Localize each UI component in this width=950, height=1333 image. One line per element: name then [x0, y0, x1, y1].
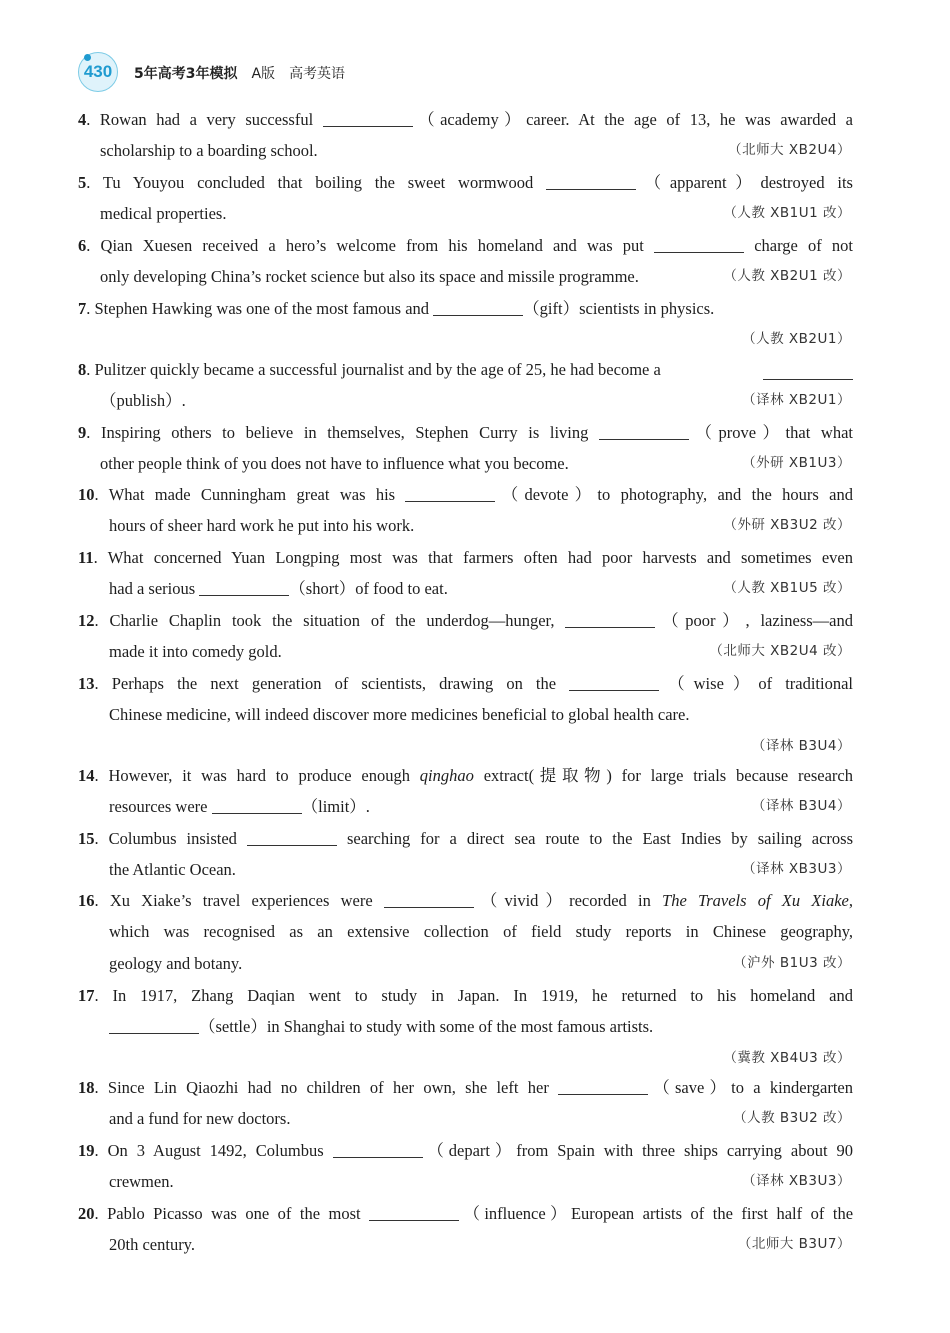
page-number-badge	[78, 52, 118, 92]
question-7: 7. Stephen Hawking was one of the most famous and （gift）scientists in physics. （人教 XB2U1）	[78, 293, 853, 356]
answer-blank[interactable]	[654, 233, 744, 253]
source-tag: （人教 XB2U1 改）	[723, 268, 851, 285]
source-tag: （译林 XB2U1）	[742, 392, 851, 409]
answer-blank[interactable]	[109, 1014, 199, 1034]
source-tag: （外研 XB1U3）	[742, 455, 851, 472]
source-tag: （人教 XB2U1）	[742, 331, 851, 348]
answer-blank[interactable]	[433, 296, 523, 316]
source-tag: （人教 XB1U1 改）	[723, 205, 851, 222]
source-tag: （冀教 XB4U3 改）	[723, 1049, 851, 1066]
answer-blank[interactable]	[763, 360, 853, 380]
series-name: 5年高考3年模拟	[134, 66, 238, 82]
source-tag: （外研 XB3U2 改）	[723, 517, 851, 534]
answer-blank[interactable]	[247, 826, 337, 846]
edition: A版	[251, 66, 276, 82]
question-17: 17. In 1917, Zhang Daqian went to study in Japan. In 1919, he returned to his homeland and （settle）in Shanghai to study with some of the most famous artists. （冀教 XB4U3 改）	[78, 980, 853, 1074]
answer-blank[interactable]	[546, 170, 636, 190]
source-tag: （人教 B3U2 改）	[733, 1110, 851, 1127]
question-number: 4	[78, 110, 87, 129]
answer-blank[interactable]	[565, 608, 655, 628]
question-20: 20. Pablo Picasso was one of the most （influence）European artists of the first half of the 20th century. （北师大 B3U7）	[78, 1198, 853, 1261]
page-number: 430	[83, 62, 113, 81]
subject: 高考英语	[289, 66, 346, 82]
book-title	[134, 63, 345, 83]
answer-blank[interactable]	[199, 576, 289, 596]
answer-blank[interactable]	[369, 1201, 459, 1221]
source-tag: （北师大 XB2U4 改）	[709, 643, 851, 660]
answer-blank[interactable]	[569, 671, 659, 691]
answer-blank[interactable]	[323, 107, 413, 127]
source-tag: （译林 B3U4）	[751, 737, 851, 754]
page-header	[72, 46, 892, 96]
question-8: 8. Pulitzer quickly became a successful journalist and by the age of 25, he had become a （publish）. （译林 XB2U1）	[78, 354, 853, 417]
question-5: 5. Tu Youyou concluded that boiling the sweet wormwood （apparent）destroyed its medical properties. （人教 XB1U1 改）	[78, 167, 853, 230]
question-16: 16. Xu Xiake’s travel experiences were （vivid）recorded in The Travels of Xu Xiake, which was recognised as an extensive collection of field study reports in Chinese geography, geology and botany. （沪外 B1U3 改）	[78, 885, 853, 979]
question-4: 4. Rowan had a very successful （academy）career. At the age of 13, he was awarded a scholarship to a boarding school. （北师大 XB2U4）	[78, 104, 853, 167]
source-tag: （人教 XB1U5 改）	[723, 580, 851, 597]
question-13: 13. Perhaps the next generation of scientists, drawing on the （wise）of traditional Chinese medicine, will indeed discover more medicines beneficial to global health care. （译林 B3U4）	[78, 668, 853, 762]
source-tag: （译林 B3U4）	[751, 798, 851, 815]
question-9: 9. Inspiring others to believe in themselves, Stephen Curry is living （prove）that what other people think of you does not have to influence what you become. （外研 XB1U3）	[78, 417, 853, 480]
question-18: 18. Since Lin Qiaozhi had no children of her own, she left her （save）to a kindergarten and a fund for new doctors. （人教 B3U2 改）	[78, 1072, 853, 1135]
answer-blank[interactable]	[333, 1138, 423, 1158]
question-6: 6. Qian Xuesen received a hero’s welcome from his homeland and was put charge of not only developing China’s rocket science but also its space and missile programme. （人教 XB2U1 改）	[78, 230, 853, 293]
source-tag: （沪外 B1U3 改）	[733, 954, 851, 971]
question-10: 10. What made Cunningham great was his （devote）to photography, and the hours and hours of sheer hard work he put into his work. （外研 XB3U2 改）	[78, 479, 853, 542]
answer-blank[interactable]	[212, 794, 302, 814]
source-tag: （北师大 XB2U4）	[728, 142, 851, 159]
question-11: 11. What concerned Yuan Longping most was that farmers often had poor harvests and sometimes even had a serious （short）of food to eat. （人教 XB1U5 改）	[78, 542, 853, 605]
source-tag: （北师大 B3U7）	[737, 1236, 851, 1253]
answer-blank[interactable]	[384, 888, 474, 908]
question-14: 14. However, it was hard to produce enough qinghao extract(提取物) for large trials because research resources were （limit）. （译林 B3U4）	[78, 760, 853, 823]
source-tag: （译林 XB3U3）	[742, 1173, 851, 1190]
answer-blank[interactable]	[558, 1075, 648, 1095]
question-19: 19. On 3 August 1492, Columbus （depart）from Spain with three ships carrying about 90 crewmen. （译林 XB3U3）	[78, 1135, 853, 1198]
question-15: 15. Columbus insisted searching for a direct sea route to the East Indies by sailing across the Atlantic Ocean. （译林 XB3U3）	[78, 823, 853, 886]
source-tag: （译林 XB3U3）	[742, 861, 851, 878]
badge-dot-icon	[84, 54, 91, 61]
answer-blank[interactable]	[599, 420, 689, 440]
answer-blank[interactable]	[405, 482, 495, 502]
question-12: 12. Charlie Chaplin took the situation of the underdog—hunger, （poor）, laziness—and made it into comedy gold. （北师大 XB2U4 改）	[78, 605, 853, 668]
